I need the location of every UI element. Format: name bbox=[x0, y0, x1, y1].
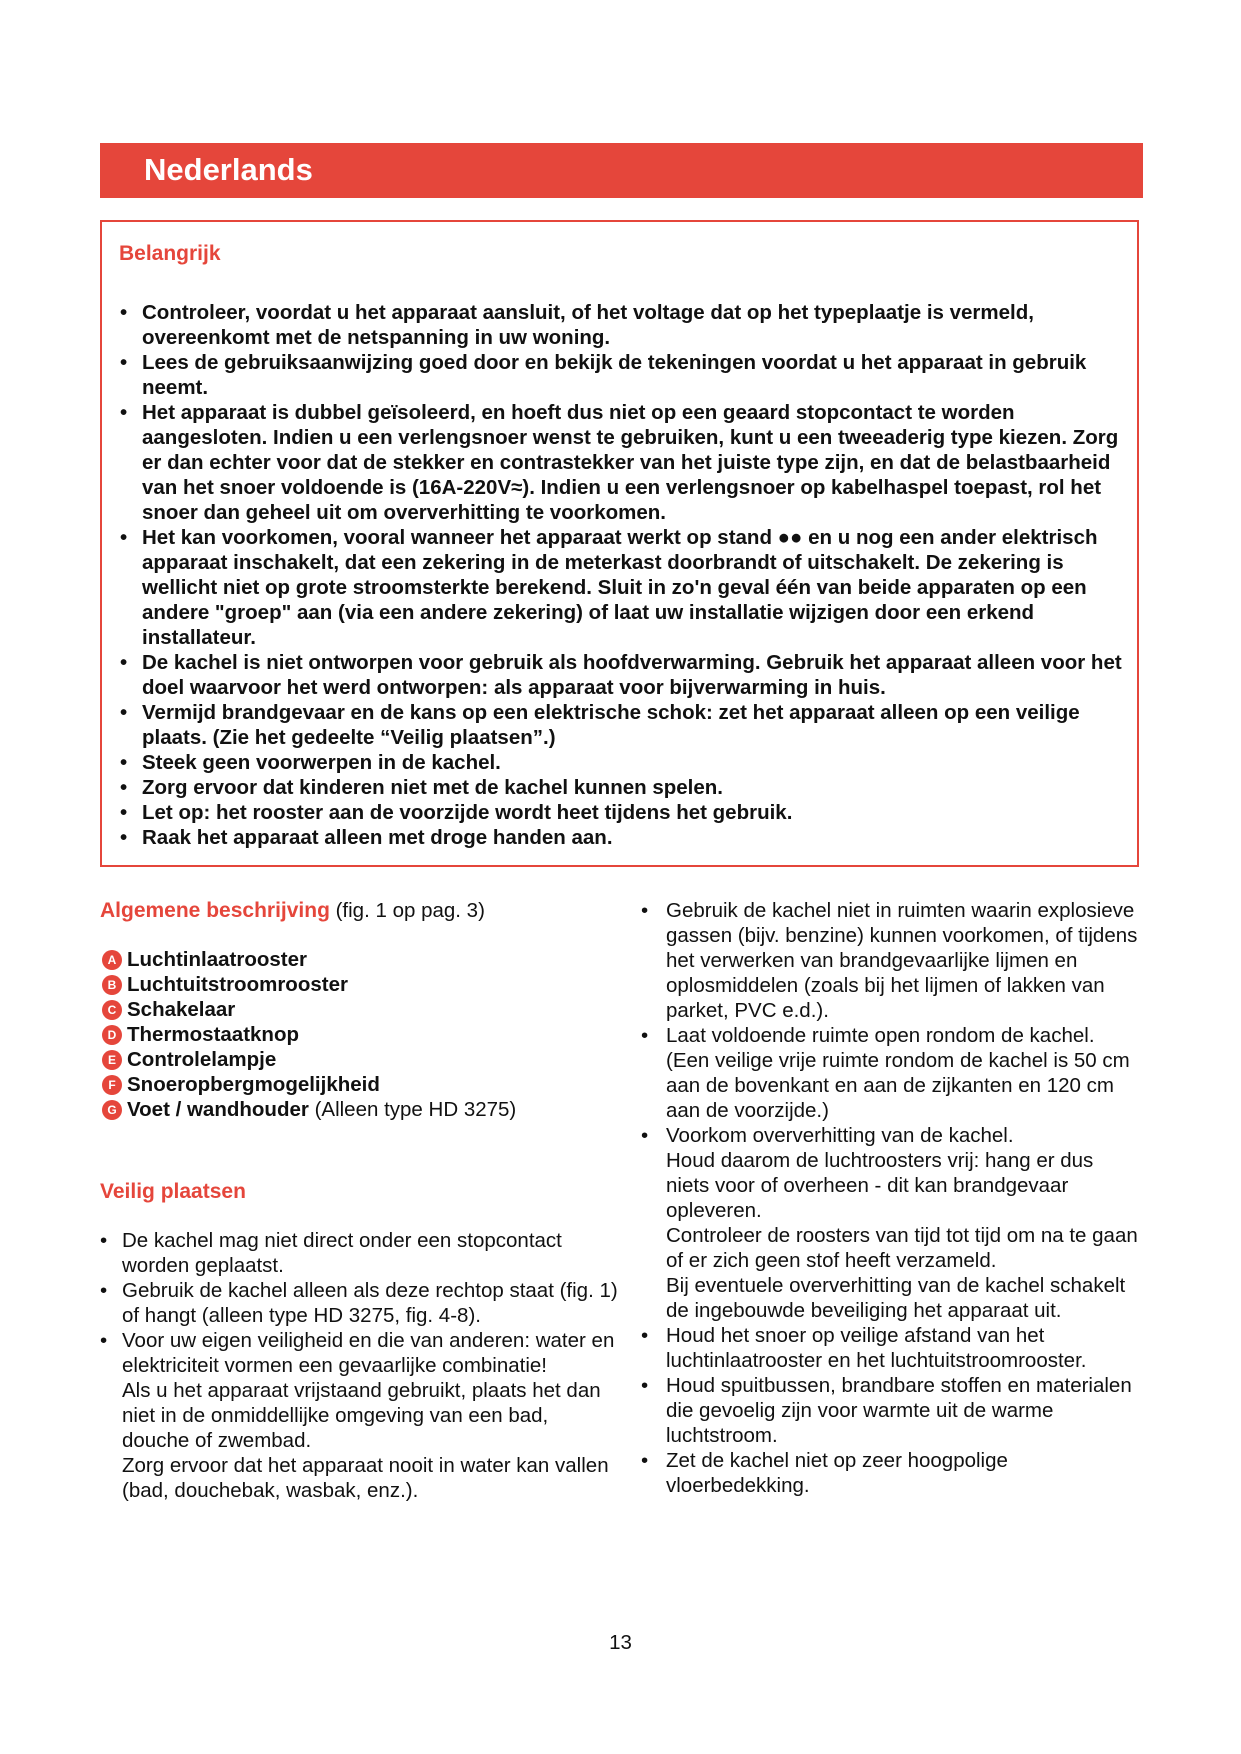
description-heading: Algemene beschrijving bbox=[100, 899, 330, 922]
part-item bbox=[100, 1097, 620, 1122]
description-figure-note: (fig. 1 op pag. 3) bbox=[335, 899, 485, 922]
part-extra-note: (Alleen type HD 3275) bbox=[314, 1098, 517, 1121]
placement-item: • Voor uw eigen veiligheid en die van anderen: water en elektriciteit vormen een gevaarlijke combinatie! Als u het apparaat vrijstaand gebruikt, plaats het dan niet in de onmiddellijke omgeving van een bad, douche of zwembad. Zorg ervoor dat het apparaat nooit in water kan vallen (bad, douchebak, wasbak, enz.). bbox=[100, 1328, 620, 1503]
part-name: Luchtuitstroomrooster bbox=[127, 973, 348, 996]
letter-badge-icon: D bbox=[102, 1025, 122, 1045]
part-name: Thermostaatknop bbox=[127, 1023, 299, 1046]
part-name: Snoeropbergmogelijkheid bbox=[127, 1073, 380, 1096]
placement-item: • Houd het snoer op veilige afstand van het luchtinlaatrooster en het luchtuitstroomrooster. bbox=[640, 1323, 1140, 1373]
page-number: 13 bbox=[609, 1631, 632, 1654]
part-name: Voet / wandhouder bbox=[127, 1098, 309, 1121]
important-item: • Het kan voorkomen, vooral wanneer het apparaat werkt op stand ●● en u nog een ander elektrisch apparaat inschakelt, dat een zekering in de meterkast doorbrandt of uitschakelt. De zekering is wellicht niet op grote stroomsterkte berekend. Sluit in zo'n geval één van beide apparaten op een andere "groep" aan (via een andere zekering) of laat uw installatie wijzigen door een erkend installateur. bbox=[118, 525, 1127, 650]
parts-list bbox=[100, 947, 620, 1122]
placement-item: • Zet de kachel niet op zeer hoogpolige vloerbedekking. bbox=[640, 1448, 1140, 1498]
part-item bbox=[100, 972, 620, 997]
important-list bbox=[118, 300, 1127, 850]
important-item: • Steek geen voorwerpen in de kachel. bbox=[118, 750, 1127, 775]
important-item: • De kachel is niet ontworpen voor gebruik als hoofdverwarming. Gebruik het apparaat alleen voor het doel waarvoor het werd ontworpen: als apparaat voor bijverwarming in huis. bbox=[118, 650, 1127, 700]
placement-item: • Laat voldoende ruimte open rondom de kachel. (Een veilige vrije ruimte rondom de kachel is 50 cm aan de bovenkant en aan de zijkanten en 120 cm aan de voorzijde.) bbox=[640, 1023, 1140, 1123]
placement-item: • De kachel mag niet direct onder een stopcontact worden geplaatst. bbox=[100, 1228, 620, 1278]
part-name: Schakelaar bbox=[127, 998, 236, 1021]
important-box bbox=[100, 220, 1139, 867]
placement-item: • Voorkom oververhitting van de kachel. Houd daarom de luchtroosters vrij: hang er dus niets voor of overheen - dit kan brandgevaar opleveren. Controleer de roosters van tijd tot tijd om na te gaan of er zich geen stof heeft verzameld. Bij eventuele oververhitting van de kachel schakelt de ingebouwde beveiliging het apparaat uit. bbox=[640, 1123, 1140, 1323]
language-title: Nederlands bbox=[144, 152, 313, 187]
placement-item: • Gebruik de kachel alleen als deze rechtop staat (fig. 1) of hangt (alleen type HD 3275, fig. 4-8). bbox=[100, 1278, 620, 1328]
left-column bbox=[100, 898, 620, 1503]
part-item bbox=[100, 997, 620, 1022]
placement-heading: Veilig plaatsen bbox=[100, 1180, 246, 1203]
placement-item: • Houd spuitbussen, brandbare stoffen en materialen die gevoelig zijn voor warmte uit de warme luchtstroom. bbox=[640, 1373, 1140, 1448]
part-item bbox=[100, 1047, 620, 1072]
letter-badge-icon: C bbox=[102, 1000, 122, 1020]
description-heading-line bbox=[100, 898, 620, 923]
important-item: • Zorg ervoor dat kinderen niet met de kachel kunnen spelen. bbox=[118, 775, 1127, 800]
part-name: Controlelampje bbox=[127, 1048, 277, 1071]
part-item bbox=[100, 1022, 620, 1047]
important-item: • Raak het apparaat alleen met droge handen aan. bbox=[118, 825, 1127, 850]
important-heading: Belangrijk bbox=[119, 242, 221, 265]
part-item bbox=[100, 947, 620, 972]
right-column bbox=[640, 898, 1140, 1498]
letter-badge-icon: F bbox=[102, 1075, 122, 1095]
important-item: • Controleer, voordat u het apparaat aansluit, of het voltage dat op het typeplaatje is vermeld, overeenkomt met de netspanning in uw woning. bbox=[118, 300, 1127, 350]
important-item: • Vermijd brandgevaar en de kans op een elektrische schok: zet het apparaat alleen op een veilige plaats. (Zie het gedeelte “Veilig plaatsen”.) bbox=[118, 700, 1127, 750]
letter-badge-icon: G bbox=[102, 1100, 122, 1120]
language-header-bar bbox=[100, 143, 1143, 198]
placement-list-left bbox=[100, 1228, 620, 1503]
part-name: Luchtinlaatrooster bbox=[127, 948, 307, 971]
placement-item: • Gebruik de kachel niet in ruimten waarin explosieve gassen (bijv. benzine) kunnen voorkomen, of tijdens het verwerken van brandgevaarlijke lijmen en oplosmiddelen (zoals bij het lijmen of lakken van parket, PVC e.d.). bbox=[640, 898, 1140, 1023]
important-item: • Lees de gebruiksaanwijzing goed door en bekijk de tekeningen voordat u het apparaat in gebruik neemt. bbox=[118, 350, 1127, 400]
letter-badge-icon: A bbox=[102, 950, 122, 970]
part-item bbox=[100, 1072, 620, 1097]
letter-badge-icon: B bbox=[102, 975, 122, 995]
important-item: • Het apparaat is dubbel geïsoleerd, en hoeft dus niet op een geaard stopcontact te worden aangesloten. Indien u een verlengsnoer wenst te gebruiken, kunt u een tweeaderig type kiezen. Zorg er dan echter voor dat de stekker en contrastekker van het juiste type zijn, en dat de belastbaarheid van het snoer voldoende is (16A-220V≈). Indien u een verlengsnoer op kabelhaspel toepast, rol het snoer dan geheel uit om oververhitting te voorkomen. bbox=[118, 400, 1127, 525]
important-item: • Let op: het rooster aan de voorzijde wordt heet tijdens het gebruik. bbox=[118, 800, 1127, 825]
placement-list-right bbox=[640, 898, 1140, 1498]
letter-badge-icon: E bbox=[102, 1050, 122, 1070]
